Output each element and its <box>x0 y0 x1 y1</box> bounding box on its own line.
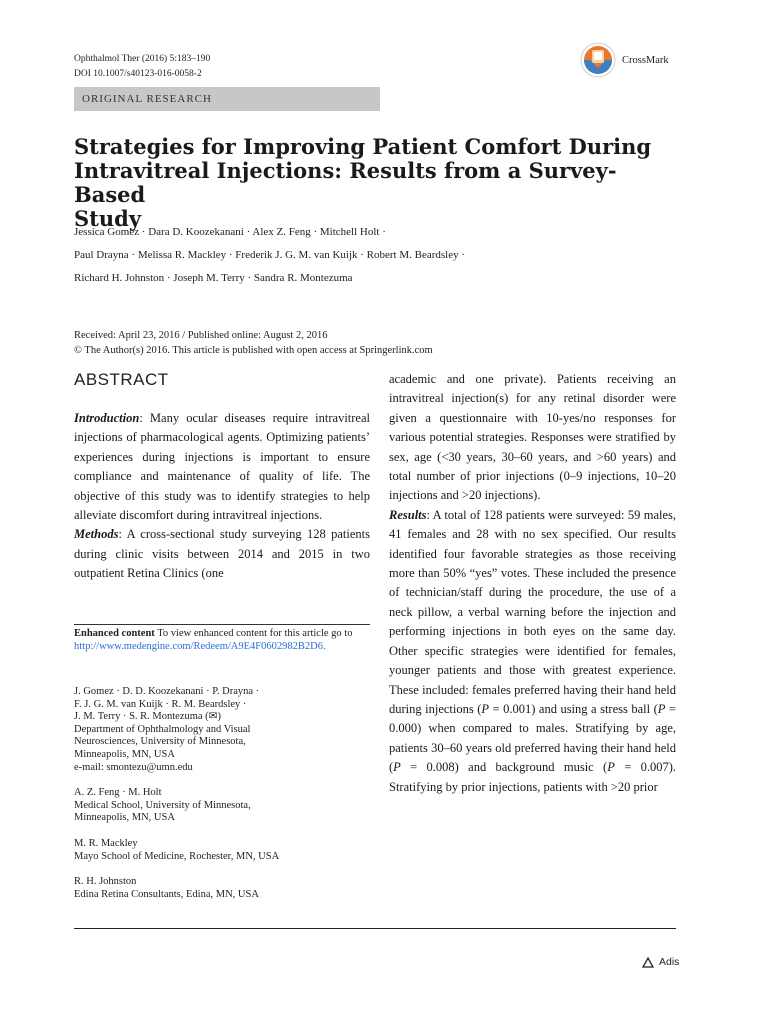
contact-email[interactable]: e-mail: smontezu@umn.edu <box>74 761 193 773</box>
title-line: Strategies for Improving Patient Comfort During <box>74 134 652 159</box>
article-title <box>74 135 674 231</box>
affiliation-line: Medical School, University of Minnesota, <box>74 799 251 811</box>
p-value-symbol: P <box>481 701 490 716</box>
crossmark-icon <box>580 42 616 78</box>
affiliation-line: A. Z. Feng · M. Holt <box>74 787 162 799</box>
results-label: Results <box>389 507 427 522</box>
methods-text: : A cross-sectional study surveying 128 patients during clinic visits between 2014 and 2015 in two outpatient Retina Clinics (one <box>74 527 370 581</box>
abstract-results <box>389 506 676 797</box>
p-value-symbol: P <box>657 701 666 716</box>
abstract-introduction <box>74 409 370 525</box>
section-label: ORIGINAL RESEARCH <box>74 87 380 111</box>
results-text: = 0.007). Stratifying by prior injections, patients with >20 prior <box>389 760 677 794</box>
publisher-logo <box>642 956 679 968</box>
results-text: = 0.001) and using a stress ball ( <box>489 701 658 716</box>
author-line: Richard H. Johnston · Joseph M. Terry · Sandra R. Montezuma <box>74 272 353 284</box>
author-line: Jessica Gomez · Dara D. Koozekanani · Alex Z. Feng · Mitchell Holt · <box>74 226 386 238</box>
abstract-right-column <box>389 370 676 797</box>
title-line: Intravitreal Injections: Results from a Survey-Based <box>74 158 617 207</box>
received-date: Received: April 23, 2016 / Published online: August 2, 2016 <box>74 330 328 341</box>
crossmark-label: CrossMark <box>622 54 669 66</box>
affiliation-block <box>74 787 374 825</box>
abstract-heading: ABSTRACT <box>74 370 169 389</box>
affiliation-line: M. R. Mackley <box>74 837 138 849</box>
copyright-notice: © The Author(s) 2016. This article is published with open access at Springerlink.com <box>74 345 433 356</box>
affiliation-line: Edina Retina Consultants, Edina, MN, USA <box>74 888 259 900</box>
affiliation-line: Department of Ophthalmology and Visual <box>74 723 251 735</box>
title-line: Study <box>74 206 142 231</box>
affiliation-line: Minneapolis, MN, USA <box>74 812 175 824</box>
results-text: = 0.008) and background music ( <box>400 760 608 775</box>
affiliation-line: Minneapolis, MN, USA <box>74 748 175 760</box>
affiliation-line: Neurosciences, University of Minnesota, <box>74 736 246 748</box>
enhanced-content-text: To view enhanced content for this article go to <box>154 628 353 639</box>
methods-continued: academic and one private). Patients receiving an intravitreal injection(s) for any retinal disorder were given a questionnaire with 10-yes/no responses for various potential strategies. Responses were stratified by sex, age (<30 years, 30–60 years, and >60 years) and total number of prior injections (0–9 injections, 10–20 injections and >20 injections). <box>389 372 676 503</box>
journal-citation: Ophthalmol Ther (2016) 5:183–190 <box>74 54 211 64</box>
affiliations <box>74 686 374 914</box>
crossmark-badge[interactable] <box>580 42 669 78</box>
results-text: = 0.000) when compared to males. Stratifying by age, patients 30–60 years old preferred having their hand held ( <box>389 701 676 775</box>
abstract-left-column <box>74 409 370 584</box>
publisher-name: Adis <box>659 956 680 968</box>
author-line: Paul Drayna · Melissa R. Mackley · Frederik J. G. M. van Kuijk · Robert M. Beardsley · <box>74 249 466 261</box>
enhanced-content-link[interactable]: http://www.medengine.com/Redeem/A9E4F0602982B2D6. <box>74 640 326 652</box>
introduction-text: : Many ocular diseases require intravitreal injections of pharmacological agents. Optimizing patients’ experiences during injections is important to ensure compliance and maintenance of quality of life. The objective of this study was to identify strategies to help alleviate discomfort during intravitreal injections. <box>74 411 370 523</box>
affiliation-line: J. M. Terry · S. R. Montezuma (✉) <box>74 711 221 723</box>
introduction-label: Introduction <box>74 411 140 425</box>
results-text: : A total of 128 patients were surveyed: 59 males, 41 females and 28 with no sex specified. Our results identified four favorable strategies as those receiving more than 50% “yes” votes. These included the presence of technician/staff during the procedure, the use of a neck pillow, a verbal warning before the injection and performing injections in both eyes on the same day. Other specific strategies were identified for females, younger patients and those with greatest experience. These included: females preferred having their hand held during injections ( <box>389 507 676 716</box>
affiliation-line: F. J. G. M. van Kuijk · R. M. Beardsley · <box>74 698 247 710</box>
doi[interactable]: DOI 10.1007/s40123-016-0058-2 <box>74 69 202 79</box>
affiliation-line: R. H. Johnston <box>74 876 137 888</box>
p-value-symbol: P <box>393 760 401 775</box>
abstract-methods <box>74 525 370 583</box>
author-list <box>74 221 714 290</box>
enhanced-content-note <box>74 628 374 653</box>
page-footer-rule <box>74 928 676 929</box>
affiliation-line: Mayo School of Medicine, Rochester, MN, USA <box>74 850 280 862</box>
affiliation-block <box>74 876 374 901</box>
affiliation-line: J. Gomez · D. D. Koozekanani · P. Drayna · <box>74 686 260 697</box>
p-value-symbol: P <box>607 760 615 775</box>
affiliation-block <box>74 686 374 774</box>
enhanced-content-label: Enhanced content <box>74 628 155 639</box>
methods-label: Methods <box>74 527 119 542</box>
footnote-divider <box>74 624 370 625</box>
adis-triangle-icon <box>642 957 654 968</box>
publication-dates <box>74 328 433 358</box>
journal-meta <box>74 52 210 82</box>
affiliation-block <box>74 838 374 863</box>
